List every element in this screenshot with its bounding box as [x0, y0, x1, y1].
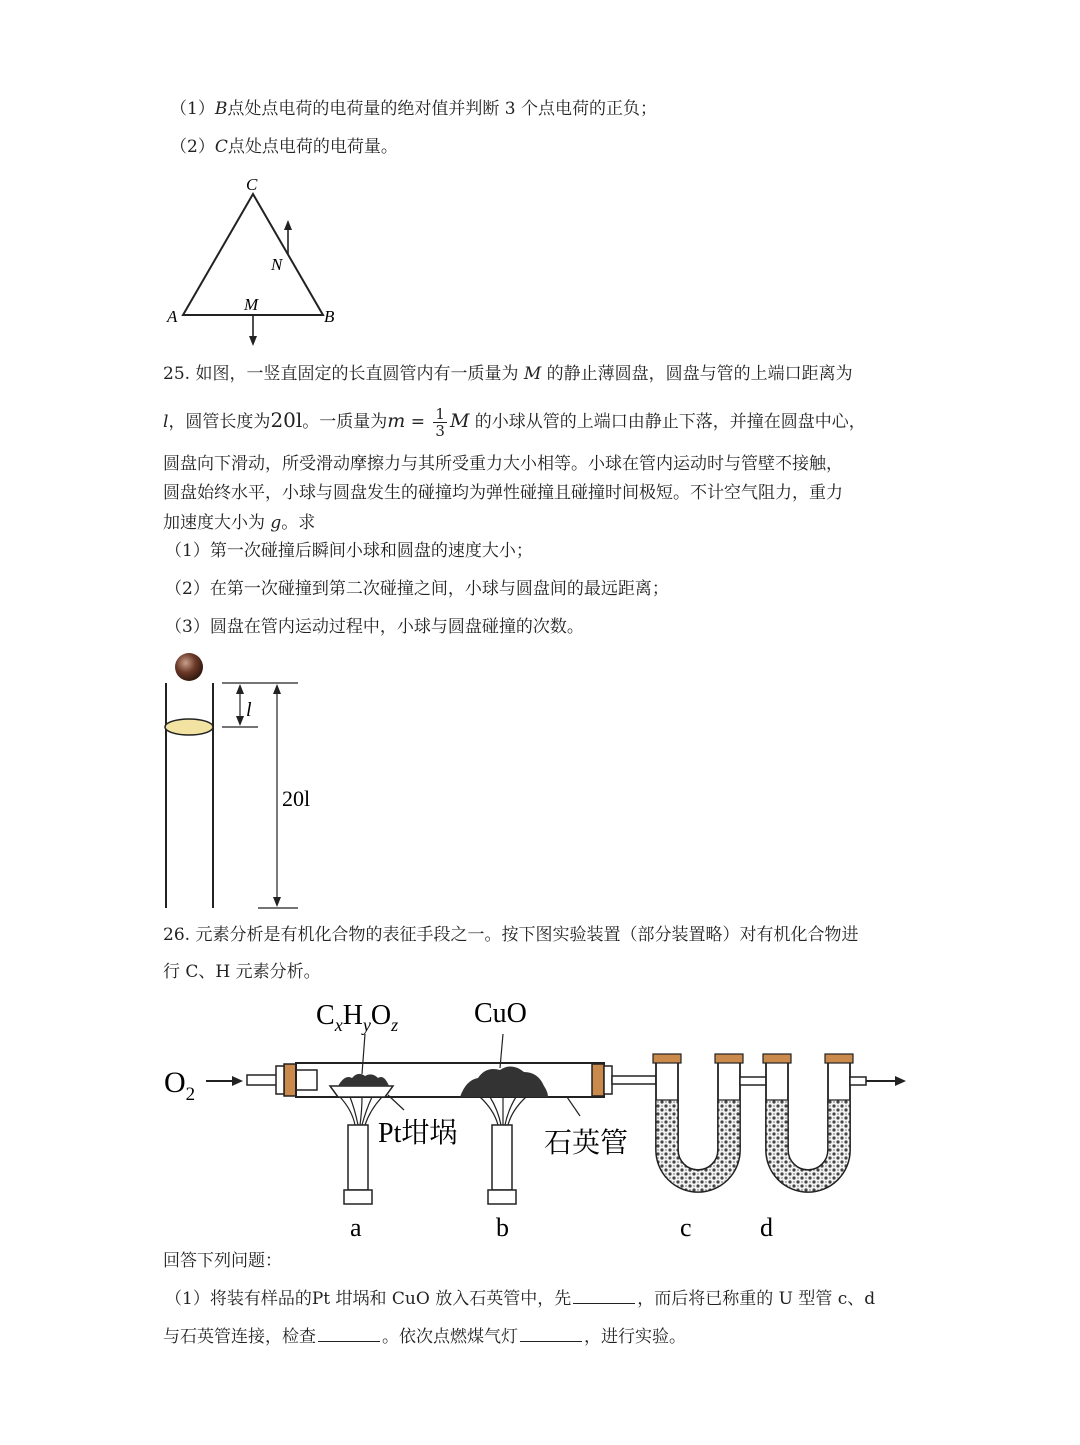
q25-stem-line5: 加速度大小为 g。求: [163, 513, 316, 533]
q25-sub2: （2）在第一次碰撞到第二次碰撞之间，小球与圆盘间的最远距离；: [165, 579, 669, 599]
label-20l: 20l: [282, 786, 311, 811]
blank-1[interactable]: [573, 1289, 635, 1304]
q25-stem-line3: 圆盘向下滑动，所受滑动摩擦力与其所受重力大小相等。小球在管内运动时与管壁不接触，: [163, 454, 843, 474]
label-a: A: [167, 307, 178, 326]
label-b: B: [324, 307, 335, 326]
label-a: a: [350, 1213, 362, 1242]
o2-arrow-head: [232, 1076, 243, 1086]
o2-label: $O_2$: [164, 1066, 196, 1105]
q26-sub1-line2: 与石英管连接，检查 。依次点燃煤气灯 ，进行实验。: [163, 1327, 686, 1347]
label-l: l: [246, 699, 252, 721]
blank-2[interactable]: [318, 1327, 380, 1342]
pt-crucible: [330, 1086, 393, 1097]
burner-a: [348, 1125, 368, 1190]
q26-answer-prompt: 回答下列问题：: [163, 1251, 282, 1271]
q24-sub2: （2）C点处点电荷的电荷量。: [170, 137, 398, 157]
fraction-one-third: $\frac{1}{3}$: [435, 405, 445, 440]
label-m: M: [244, 295, 259, 314]
label-c: C: [246, 175, 258, 194]
q25-sub3: （3）圆盘在管内运动过程中，小球与圆盘碰撞的次数。: [165, 617, 584, 637]
burner-b: [492, 1125, 512, 1190]
quartz-tube-label: 石英管: [544, 1128, 629, 1159]
blank-3[interactable]: [520, 1327, 582, 1342]
q25-stem-line1: 25. 如图，一竖直固定的长直圆管内有一质量为 M 的静止薄圆盘，圆盘与管的上端口距离为: [163, 364, 853, 384]
right-stopper: [592, 1064, 604, 1096]
pt-crucible-label: Pt坩埚: [378, 1118, 458, 1149]
cuo-pile: [460, 1066, 548, 1097]
outlet-arrow-head: [895, 1076, 906, 1086]
label-n: N: [271, 255, 283, 274]
q25-stem-line4: 圆盘始终水平，小球与圆盘发生的碰撞均为弹性碰撞且碰撞时间极短。不计空气阻力，重力: [163, 483, 843, 503]
cuo-label: CuO: [474, 998, 527, 1029]
q26-stem-line2: 行 C、H 元素分析。: [163, 962, 321, 982]
label-b: b: [496, 1213, 509, 1242]
label-d: d: [760, 1213, 773, 1242]
sample-pile: [338, 1074, 389, 1086]
flame-a: [340, 1097, 382, 1125]
flame-b: [480, 1097, 526, 1125]
q26-stem-line1: 26. 元素分析是有机化合物的表征手段之一。按下图实验装置（部分装置略）对有机化合物进: [163, 925, 859, 945]
q25-stem-line2: l，圆管长度为20l。一质量为m = $\frac{1}{3}$ M 的小球从管的上端口由静止下落，并撞在圆盘中心，: [163, 405, 866, 440]
q24-sub1: （1）B点处点电荷的电荷量的绝对值并判断 3 个点电荷的正负；: [170, 99, 657, 119]
q26-sub1-line1: （1）将装有样品的Pt 坩埚和 CuO 放入石英管中，先 ，而后将已称重的 U 型管 c、d: [165, 1289, 876, 1309]
sample-formula: $C_xH_yO_z$: [316, 1000, 399, 1035]
left-stopper: [284, 1064, 296, 1096]
label-c: c: [680, 1213, 692, 1242]
q25-sub1: （1）第一次碰撞后瞬间小球和圆盘的速度大小；: [165, 541, 533, 561]
